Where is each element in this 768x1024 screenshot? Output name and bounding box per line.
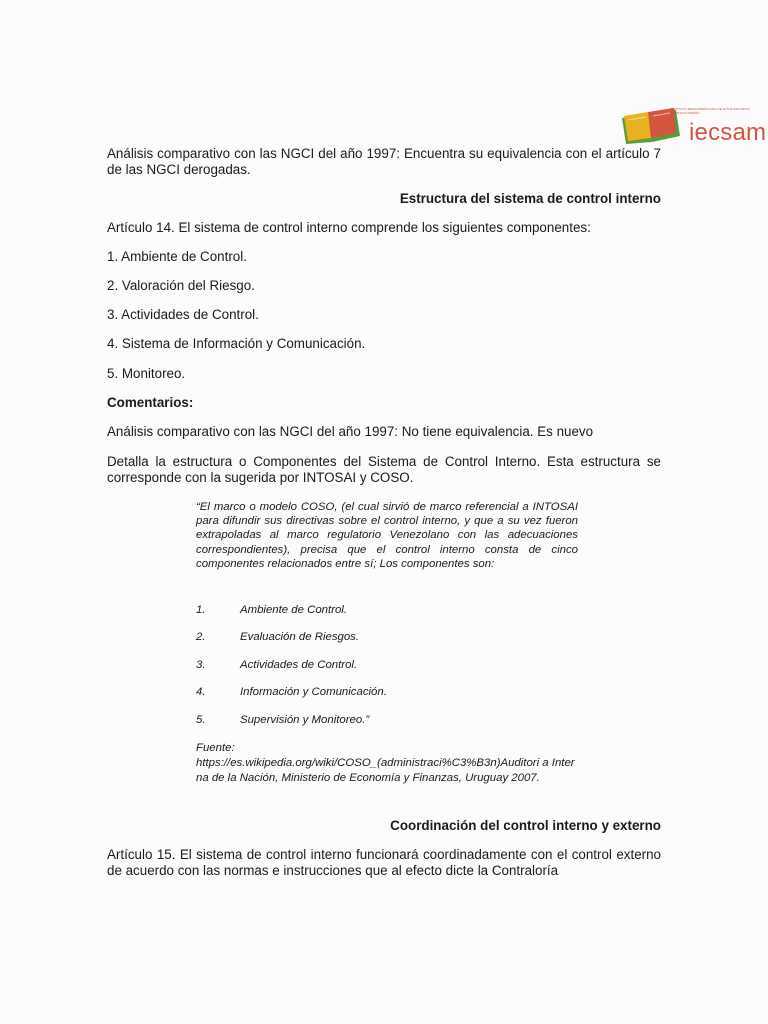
component-item: 2. Valoración del Riesgo. [107, 278, 255, 293]
article-15: Artículo 15. El sistema de control interno funcionará coordinadamente con el control externo de acuerdo con las normas e instrucciones que al efecto dicte la Contraloría [107, 847, 661, 878]
coso-quote: “El marco o modelo COSO, (el cual sirvió de marco referencial a INTOSAI para difundir sus directivas sobre el control interno, y que a su vez fueron extrapoladas al marco regulatorio Venezolano con las adecuaciones correspondientes), precisa que el control interno consta de cinco componentes relacionados entre sí; Los componentes son: [196, 501, 578, 570]
component-item: 3. Actividades de Control. [107, 307, 259, 322]
component-item: 5. Monitoreo. [107, 366, 186, 381]
quote-item-number: 4. [196, 686, 206, 698]
quote-item-text: Supervisión y Monitoreo.” [240, 714, 370, 726]
heading-coordination: Coordinación del control interno y externo [390, 818, 661, 833]
quote-item-number: 2. [196, 631, 206, 643]
paragraph-structure-detail: Detalla la estructura o Componentes del Sistema de Control Interno. Esta estructura se corresponde con la sugerida por INTOSAI y COSO. [107, 454, 661, 485]
component-item: 4. Sistema de Información y Comunicación. [107, 336, 366, 351]
source-label: Fuente: [196, 742, 235, 754]
heading-structure: Estructura del sistema de control interno [399, 191, 661, 206]
comments-label: Comentarios: [107, 395, 194, 410]
quote-item-number: 5. [196, 714, 206, 726]
quote-item-number: 1. [196, 604, 206, 616]
quote-item-text: Ambiente de Control. [240, 604, 348, 616]
quote-item-text: Actividades de Control. [240, 659, 358, 671]
quote-item-number: 3. [196, 659, 206, 671]
article-14: Artículo 14. El sistema de control interno comprende los siguientes componentes: [107, 220, 591, 235]
quote-item-text: Evaluación de Riesgos. [240, 631, 360, 643]
paragraph-analysis-1: Análisis comparativo con las NGCI del año 1997: Encuentra su equivalencia con el artículo 7 de las NGCI derogadas. [107, 146, 661, 177]
paragraph-analysis-2: Análisis comparativo con las NGCI del año 1997: No tiene equivalencia. Es nuevo [107, 424, 594, 439]
logo-institution-text: INSTITUTO IBEROAMERICANO DE ALTOS ESTUDIOS SANTIAGO MARIÑO [670, 107, 750, 115]
quote-item-text: Información y Comunicación. [240, 686, 387, 698]
source-citation: https://es.wikipedia.org/wiki/COSO_(administraci%C3%B3n)Auditori a Interna de la Nación, Ministerio de Economía y Finanzas, Uruguay 2007. [196, 757, 575, 785]
logo-wordmark: iecsam [689, 119, 767, 146]
component-item: 1. Ambiente de Control. [107, 249, 247, 264]
